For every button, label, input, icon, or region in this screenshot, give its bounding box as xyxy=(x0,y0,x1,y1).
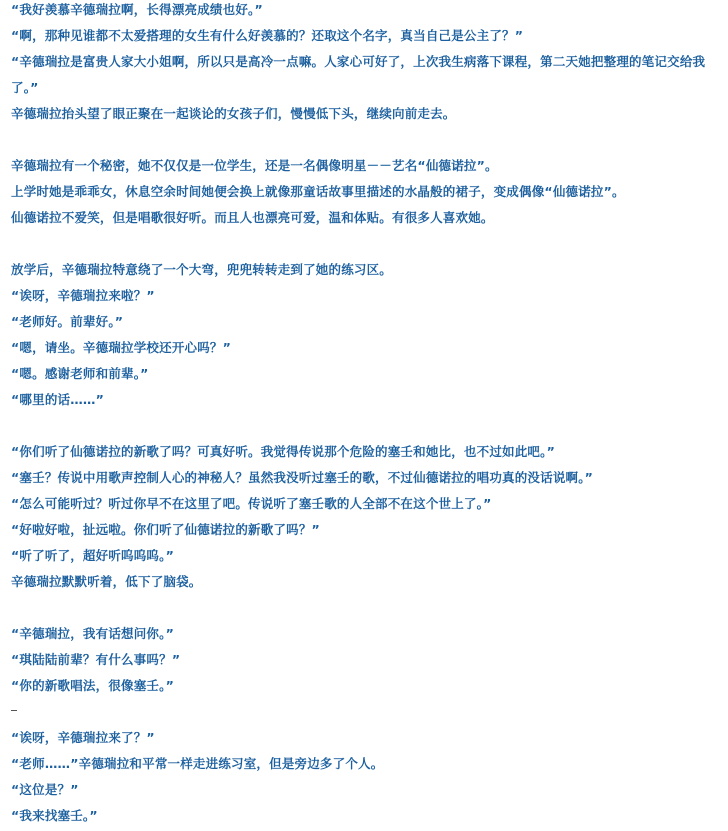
text-line: 辛德瑞拉有一个秘密，她不仅仅是一位学生，还是一名偶像明星－－艺名“仙德诺拉”。 xyxy=(11,158,498,173)
text-line: “怎么可能听过？听过你早不在这里了吧。传说听了塞壬歌的人全部不在这个世上了。” xyxy=(11,496,492,511)
text-line: “我来找塞壬。” xyxy=(11,808,98,823)
text-line: “辛德瑞拉是富贵人家大小姐啊，所以只是高冷一点嘛。人家心可好了，上次我生病落下课程，第二天她把整理的笔记交给我了。” xyxy=(11,54,706,95)
text-line: “啊，那种见谁都不太爱搭理的女生有什么好羡慕的？还取这个名字，真当自己是公主了？” xyxy=(11,28,524,43)
text-line: 放学后，辛德瑞拉特意绕了一个大弯，兜兜转转走到了她的练习区。 xyxy=(11,262,393,277)
separator-dash xyxy=(11,710,17,711)
text-line: “嗯，请坐。辛德瑞拉学校还开心吗？” xyxy=(11,340,232,355)
text-line: “诶呀，辛德瑞拉来了？” xyxy=(11,730,155,745)
text-line: “老师……”辛德瑞拉和平常一样走进练习室，但是旁边多了个人。 xyxy=(11,756,384,771)
text-line: “琪陆陆前辈？有什么事吗？” xyxy=(11,652,181,667)
text-line: “好啦好啦，扯远啦。你们听了仙德诺拉的新歌了吗？” xyxy=(11,522,320,537)
text-line: 上学时她是乖乖女，休息空余时间她便会换上就像那童话故事里描述的水晶般的裙子，变成偶像“仙德诺拉”。 xyxy=(11,184,625,199)
text-line: “你的新歌唱法，很像塞壬。” xyxy=(11,678,174,693)
text-line: “你们听了仙德诺拉的新歌了吗？可真好听。我觉得传说那个危险的塞壬和她比，也不过如此吧。” xyxy=(11,444,555,459)
text-line: “诶呀，辛德瑞拉来啦？” xyxy=(11,288,155,303)
text-line: “嗯。感谢老师和前辈。” xyxy=(11,366,149,381)
text-line: 辛德瑞拉抬头望了眼正聚在一起谈论的女孩子们，慢慢低下头，继续向前走去。 xyxy=(11,106,456,121)
text-line: “我好羡慕辛德瑞拉啊，长得漂亮成绩也好。” xyxy=(11,2,263,17)
text-line: “这位是？” xyxy=(11,782,79,797)
text-line: “哪里的话……” xyxy=(11,392,105,407)
text-line: “听了听了，超好听呜呜呜。” xyxy=(11,548,174,563)
text-line: “老师好。前辈好。” xyxy=(11,314,124,329)
text-line: “塞壬？传说中用歌声控制人心的神秘人？虽然我没听过塞壬的歌，不过仙德诺拉的唱功真的没话说啊。” xyxy=(11,470,594,485)
text-line: “辛德瑞拉，我有话想问你。” xyxy=(11,626,174,641)
text-line: 仙德诺拉不爱笑，但是唱歌很好听。而且人也漂亮可爱，温和体贴。有很多人喜欢她。 xyxy=(11,210,494,225)
text-line: 辛德瑞拉默默听着，低下了脑袋。 xyxy=(11,574,202,589)
